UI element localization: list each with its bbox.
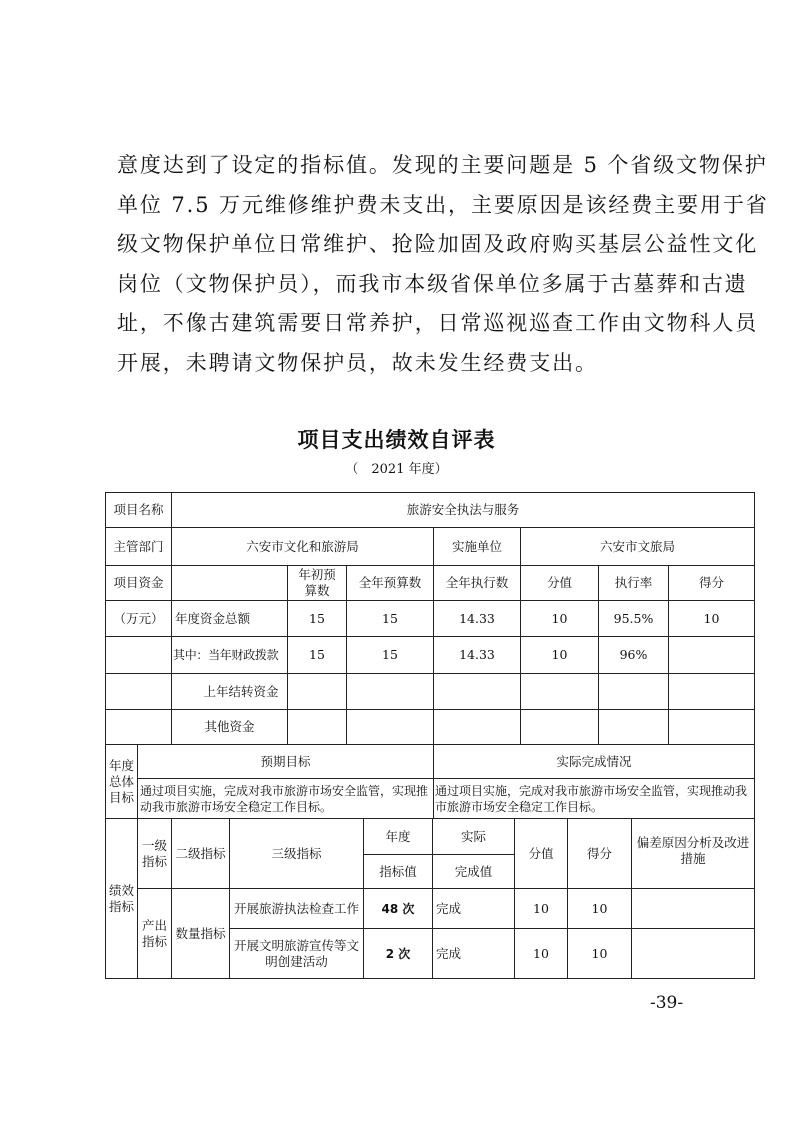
indicator-name: 开展文明旅游宣传等文明创建活动	[233, 937, 359, 969]
actual-value-header-bottom: 完成值	[454, 863, 493, 879]
project-name-value: 旅游安全执法与服务	[406, 502, 520, 517]
project-name-label: 项目名称	[113, 502, 164, 517]
page-number: -39-	[650, 993, 684, 1013]
funds-initial: 15	[309, 610, 325, 626]
funds-unit: （万元）	[113, 610, 164, 626]
funds-weight: 10	[551, 610, 568, 626]
indicator-score: 10	[591, 900, 608, 916]
year-target-header-top: 年度	[385, 828, 411, 844]
indicator-actual: 完成	[436, 945, 462, 961]
paragraph-line: 意度达到了设定的指标值。发现的主要问题是 5 个省级文物保护	[117, 153, 768, 177]
actual-value-header-top: 实际	[460, 828, 486, 844]
initial-budget-header: 年初预算数	[298, 567, 336, 598]
paragraph-line: 单位 7.5 万元维修维护费未支出，主要原因是该经费主要用于省	[117, 192, 769, 217]
funds-rate: 96%	[619, 647, 648, 662]
funds-score: 10	[703, 610, 720, 626]
funds-row-name: 年度资金总额	[175, 610, 251, 626]
table-subtitle: （ 2021 年度）	[345, 462, 448, 477]
expected-goal-text: 通过项目实施，完成对我市旅游市场安全监管，实现推动我市旅游市场安全稳定工作目标。	[140, 783, 429, 814]
executed-header: 全年执行数	[445, 575, 509, 590]
impl-label: 实施单位	[451, 538, 502, 554]
indicator-score: 10	[591, 945, 608, 961]
paragraph-line: 级文物保护单位日常维护、抢险加固及政府购买基层公益性文化	[117, 232, 759, 257]
level2-header: 二级指标	[175, 845, 226, 861]
indicator-weight-header: 分值	[528, 845, 554, 861]
indicators-label: 绩效指标	[108, 882, 134, 914]
score-header: 得分	[698, 575, 724, 590]
exec-rate-header: 执行率	[614, 575, 653, 590]
table-title: 项目支出绩效自评表	[297, 428, 496, 452]
actual-goal-header: 实际完成情况	[556, 753, 632, 769]
funds-initial: 15	[309, 647, 325, 662]
level1-value: 产出指标	[142, 917, 168, 949]
paragraph-line: 岗位（文物保护员），而我市本级省保单位多属于古墓葬和古遗	[117, 271, 748, 296]
paragraph-line: 址，不像古建筑需要日常养护，日常巡视巡查工作由文物科人员	[117, 311, 759, 336]
expected-goal-header: 预期目标	[260, 753, 311, 769]
deviation-header: 偏差原因分析及改进措施	[636, 835, 750, 866]
indicator-weight: 10	[533, 900, 549, 916]
actual-goal-text: 通过项目实施，完成对我市旅游市场安全监管，实现推动我市旅游市场安全稳定工作目标。	[435, 783, 748, 814]
funds-executed: 14.33	[459, 610, 495, 626]
funds-rate: 95.5%	[613, 610, 654, 626]
funds-row-name: 其他资金	[204, 719, 255, 734]
funds-full: 15	[382, 610, 398, 626]
indicator-weight: 10	[533, 945, 549, 961]
year-target-header-bottom: 指标值	[379, 863, 417, 879]
indicator-target: 2 次	[385, 946, 411, 961]
weight-header: 分值	[546, 575, 572, 590]
dept-label: 主管部门	[113, 538, 164, 554]
level3-header: 三级指标	[271, 845, 322, 861]
level2-value: 数量指标	[175, 925, 226, 941]
indicator-target: 48 次	[381, 901, 415, 916]
funds-row-name: 其中：当年财政拨款	[173, 648, 279, 662]
indicator-name: 开展旅游执法检查工作	[233, 900, 359, 916]
funds-weight: 10	[551, 647, 568, 662]
dept-value: 六安市文化和旅游局	[246, 538, 359, 554]
annual-goal-label: 年度总体目标	[108, 757, 134, 805]
funds-label: 项目资金	[113, 575, 164, 590]
funds-full: 15	[382, 647, 398, 662]
indicator-score-header: 得分	[586, 845, 612, 861]
paragraph-line: 开展，未聘请文物保护员，故未发生经费支出。	[117, 350, 598, 375]
funds-executed: 14.33	[459, 647, 495, 662]
impl-value: 六安市文旅局	[599, 538, 675, 554]
full-budget-header: 全年预算数	[358, 575, 422, 590]
indicator-actual: 完成	[436, 900, 462, 916]
funds-row-name: 上年结转资金	[203, 683, 279, 699]
level1-header: 一级指标	[142, 837, 168, 869]
